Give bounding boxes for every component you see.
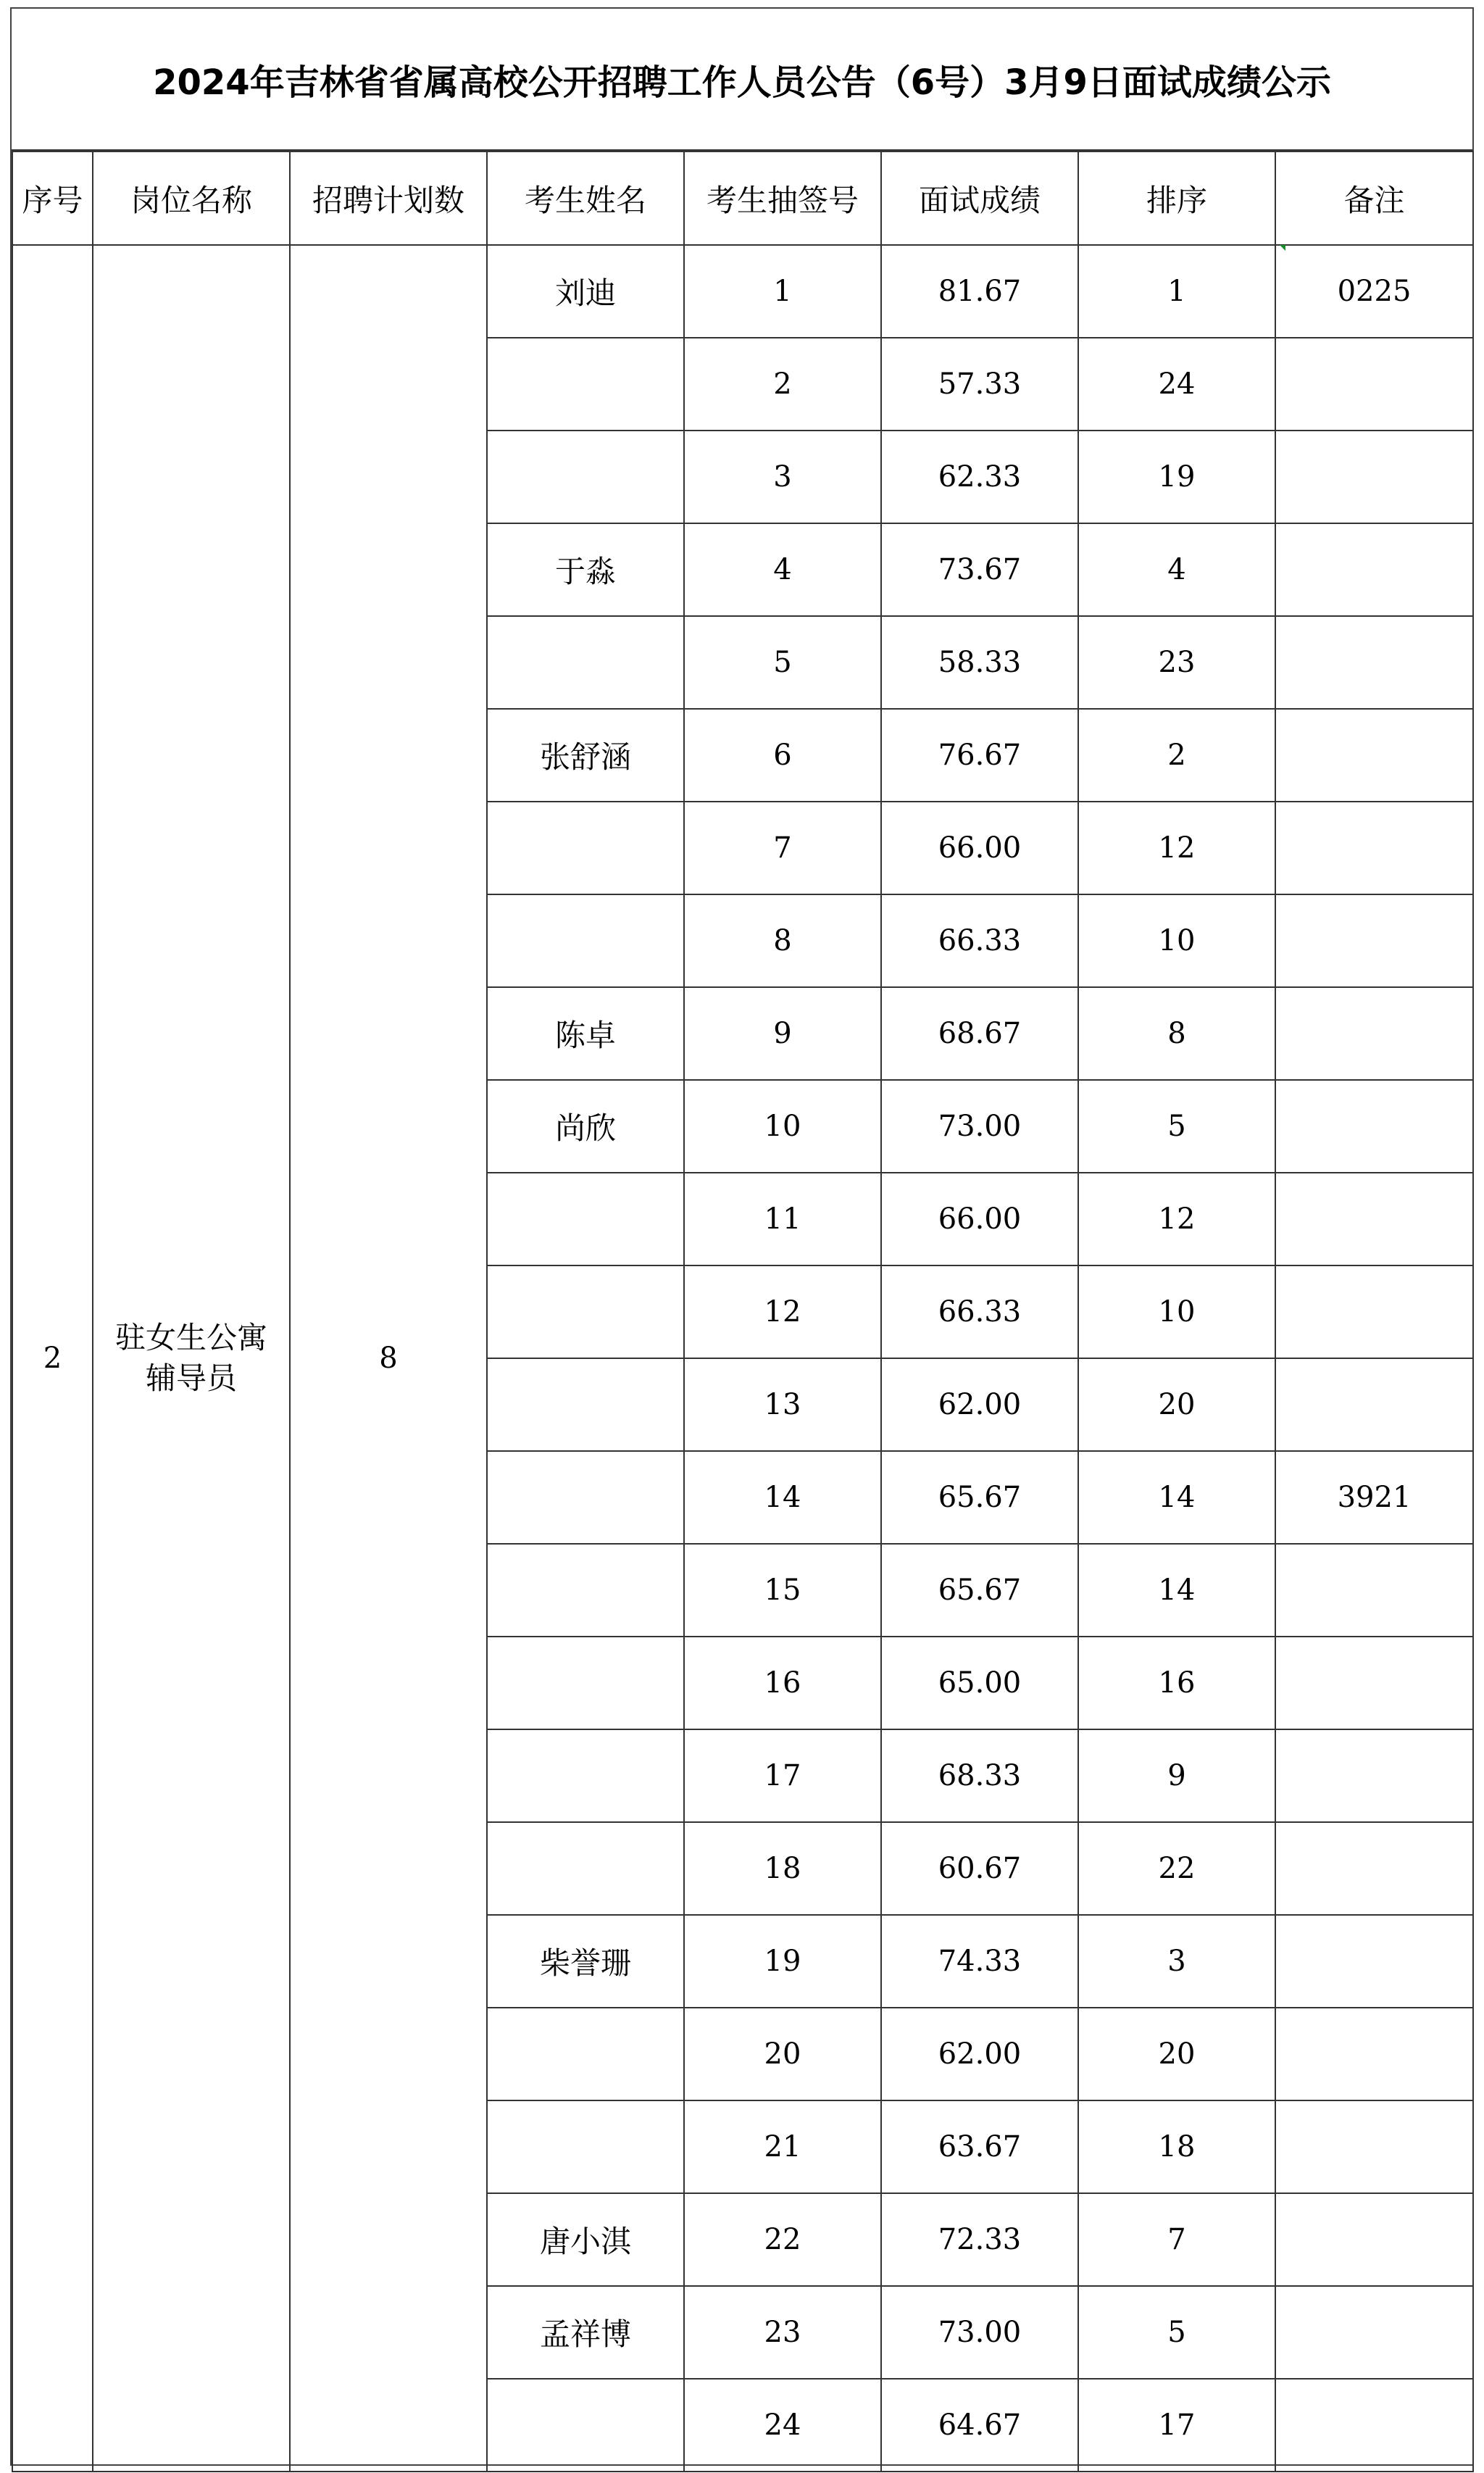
candidate-name-cell [487,2379,684,2472]
rank-cell: 2 [1078,709,1275,802]
interview-score-cell: 74.33 [881,1915,1078,2008]
header-position: 岗位名称 [93,151,290,245]
header-row [12,151,1473,245]
draw-number-cell: 22 [684,2193,881,2286]
header-score: 面试成绩 [881,151,1078,245]
interview-score-cell: 64.67 [881,2379,1078,2472]
candidate-name-cell [487,1637,684,1729]
remark-cell [1275,2286,1473,2379]
header-draw: 考生抽签号 [684,151,881,245]
interview-score-cell: 65.67 [881,1451,1078,1544]
candidate-name-cell [487,1729,684,1822]
candidate-name-cell: 唐小淇 [487,2193,684,2286]
draw-number-cell: 17 [684,1729,881,1822]
draw-number-cell: 10 [684,1080,881,1173]
candidate-name-cell [487,616,684,709]
interview-score-cell: 68.33 [881,1729,1078,1822]
remark-cell [1275,1358,1473,1451]
interview-score-cell: 81.67 [881,245,1078,338]
candidate-name-cell: 陈卓 [487,987,684,1080]
rank-cell: 18 [1078,2100,1275,2193]
candidate-name-cell [487,1544,684,1637]
draw-number-cell: 11 [684,1173,881,1265]
interview-score-cell: 63.67 [881,2100,1078,2193]
rank-cell: 19 [1078,431,1275,523]
interview-score-cell: 62.00 [881,2008,1078,2100]
rank-cell: 22 [1078,1822,1275,1915]
rank-cell: 5 [1078,1080,1275,1173]
remark-cell [1275,1544,1473,1637]
remark-cell [1275,2193,1473,2286]
candidate-name-cell: 张舒涵 [487,709,684,802]
draw-number-cell: 1 [684,245,881,338]
rank-cell: 8 [1078,987,1275,1080]
group-position-cell [93,245,290,2472]
draw-number-cell: 5 [684,616,881,709]
header-seq: 序号 [12,151,93,245]
rank-cell: 10 [1078,1265,1275,1358]
rank-cell: 7 [1078,2193,1275,2286]
cell-marker-icon [1280,245,1285,251]
remark-cell [1275,338,1473,431]
header-rank: 排序 [1078,151,1275,245]
rank-cell: 20 [1078,1358,1275,1451]
interview-score-cell: 66.33 [881,1265,1078,1358]
rank-cell: 3 [1078,1915,1275,2008]
draw-number-cell: 9 [684,987,881,1080]
candidate-name-cell: 于淼 [487,523,684,616]
remark-cell [1275,1637,1473,1729]
remark-cell [1275,1822,1473,1915]
interview-score-cell: 73.00 [881,1080,1078,1173]
candidate-name-cell [487,431,684,523]
draw-number-cell: 14 [684,1451,881,1544]
candidate-name-cell [487,2008,684,2100]
rank-cell: 5 [1078,2286,1275,2379]
remark-cell [1275,2100,1473,2193]
candidate-name-cell [487,1358,684,1451]
candidate-name-cell: 孟祥博 [487,2286,684,2379]
candidate-name-cell: 柴誉珊 [487,1915,684,2008]
document-title: 2024年吉林省省属高校公开招聘工作人员公告（6号）3月9日面试成绩公示 [12,9,1472,151]
rank-cell: 12 [1078,1173,1275,1265]
remark-cell [1275,1915,1473,2008]
candidate-name-cell [487,1822,684,1915]
rank-cell: 16 [1078,1637,1275,1729]
remark-cell [1275,1729,1473,1822]
rank-cell: 20 [1078,2008,1275,2100]
interview-score-table [12,151,1474,2472]
draw-number-cell: 20 [684,2008,881,2100]
draw-number-cell: 12 [684,1265,881,1358]
rank-cell: 14 [1078,1451,1275,1544]
draw-number-cell: 19 [684,1915,881,2008]
rank-cell: 1 [1078,245,1275,338]
rank-cell: 17 [1078,2379,1275,2472]
draw-number-cell: 4 [684,523,881,616]
draw-number-cell: 7 [684,802,881,894]
draw-number-cell: 18 [684,1822,881,1915]
remark-cell [1275,2008,1473,2100]
group-plan-cell: 8 [290,245,487,2472]
remark-cell [1275,1173,1473,1265]
draw-number-cell: 3 [684,431,881,523]
document-frame [10,7,1474,2466]
candidate-name-cell: 尚欣 [487,1080,684,1173]
interview-score-cell: 66.33 [881,894,1078,987]
candidate-name-cell [487,1173,684,1265]
remark-cell: 3921 [1275,1451,1473,1544]
position-name-line-2: 辅导员 [145,1360,237,1396]
remark-cell [1275,1080,1473,1173]
header-name: 考生姓名 [487,151,684,245]
draw-number-cell: 15 [684,1544,881,1637]
remark-cell [1275,802,1473,894]
interview-score-cell: 62.00 [881,1358,1078,1451]
position-name-line-1: 驻女生公寓 [114,1320,267,1355]
table-row [12,245,1473,338]
group-seq-cell: 2 [12,245,93,2472]
rank-cell: 12 [1078,802,1275,894]
interview-score-cell: 65.67 [881,1544,1078,1637]
remark-cell [1275,523,1473,616]
interview-score-cell: 62.33 [881,431,1078,523]
rank-cell: 10 [1078,894,1275,987]
rank-cell: 4 [1078,523,1275,616]
remark-cell [1275,431,1473,523]
header-remark: 备注 [1275,151,1473,245]
remark-cell [1275,709,1473,802]
candidate-name-cell [487,338,684,431]
draw-number-cell: 13 [684,1358,881,1451]
interview-score-cell: 57.33 [881,338,1078,431]
remark-cell: 0225 [1275,245,1473,338]
candidate-name-cell [487,1265,684,1358]
draw-number-cell: 2 [684,338,881,431]
interview-score-cell: 66.00 [881,1173,1078,1265]
candidate-name-cell [487,1451,684,1544]
rank-cell: 14 [1078,1544,1275,1637]
candidate-name-cell [487,894,684,987]
interview-score-cell: 73.00 [881,2286,1078,2379]
interview-score-cell: 65.00 [881,1637,1078,1729]
interview-score-cell: 73.67 [881,523,1078,616]
draw-number-cell: 24 [684,2379,881,2472]
rank-cell: 9 [1078,1729,1275,1822]
candidate-name-cell: 刘迪 [487,245,684,338]
interview-score-cell: 72.33 [881,2193,1078,2286]
remark-cell [1275,987,1473,1080]
interview-score-cell: 58.33 [881,616,1078,709]
remark-cell [1275,616,1473,709]
interview-score-cell: 76.67 [881,709,1078,802]
draw-number-cell: 23 [684,2286,881,2379]
remark-cell [1275,1265,1473,1358]
table-body [12,245,1473,2472]
draw-number-cell: 16 [684,1637,881,1729]
interview-score-cell: 60.67 [881,1822,1078,1915]
draw-number-cell: 8 [684,894,881,987]
rank-cell: 24 [1078,338,1275,431]
rank-cell: 23 [1078,616,1275,709]
remark-cell [1275,894,1473,987]
candidate-name-cell [487,802,684,894]
draw-number-cell: 21 [684,2100,881,2193]
draw-number-cell: 6 [684,709,881,802]
header-plan: 招聘计划数 [290,151,487,245]
remark-cell [1275,2379,1473,2472]
candidate-name-cell [487,2100,684,2193]
interview-score-cell: 66.00 [881,802,1078,894]
interview-score-cell: 68.67 [881,987,1078,1080]
